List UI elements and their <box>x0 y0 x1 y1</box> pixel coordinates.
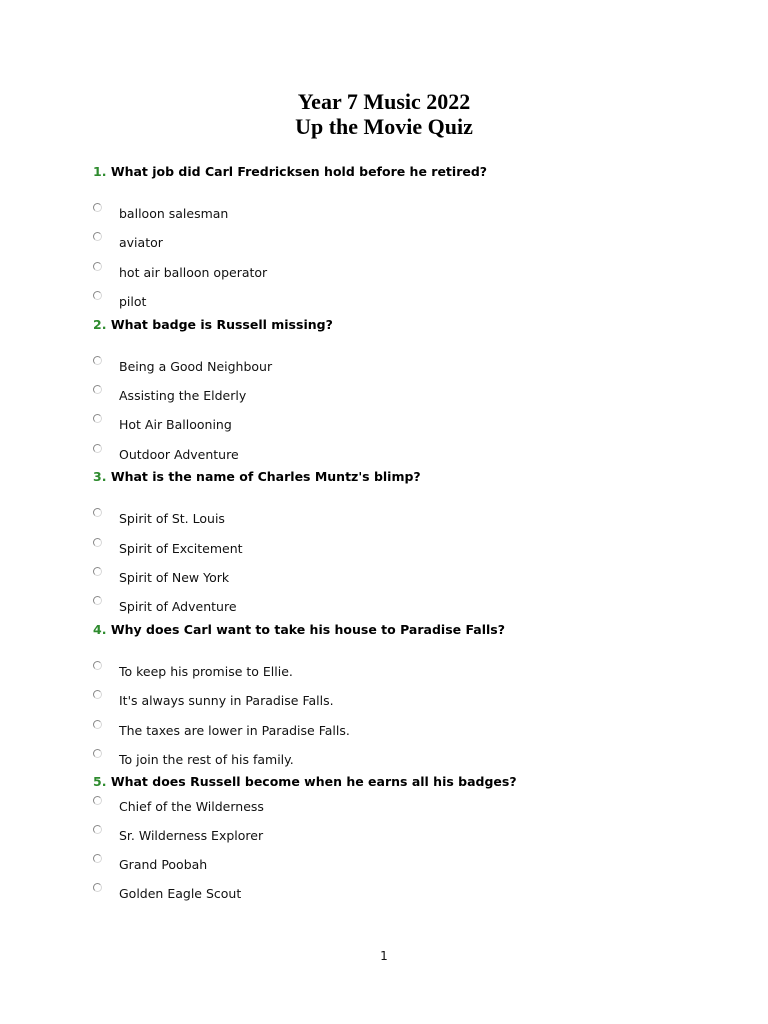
option-label: To join the rest of his family. <box>119 752 294 767</box>
question-number: 1. <box>93 164 107 179</box>
radio-button[interactable] <box>93 444 102 453</box>
option-5d[interactable] <box>93 883 613 905</box>
option-3c[interactable] <box>93 567 613 589</box>
question-2 <box>93 317 333 333</box>
option-label: Chief of the Wilderness <box>119 799 264 814</box>
option-label: aviator <box>119 235 163 250</box>
option-label: Spirit of New York <box>119 570 230 585</box>
radio-button[interactable] <box>93 661 102 670</box>
radio-button[interactable] <box>93 749 102 758</box>
radio-button[interactable] <box>93 720 102 729</box>
option-label: Grand Poobah <box>119 857 208 872</box>
option-2b[interactable] <box>93 385 613 407</box>
question-5 <box>93 774 517 790</box>
option-label: Spirit of Adventure <box>119 599 237 614</box>
question-text: What badge is Russell missing? <box>110 317 333 332</box>
option-label: pilot <box>119 294 147 309</box>
option-4c[interactable] <box>93 720 613 742</box>
document-title: Year 7 Music 2022 <box>297 89 471 114</box>
option-label: Outdoor Adventure <box>119 447 239 462</box>
question-number: 3. <box>93 469 107 484</box>
radio-button[interactable] <box>93 356 102 365</box>
option-label: It's always sunny in Paradise Falls. <box>119 693 334 708</box>
radio-button[interactable] <box>93 262 102 271</box>
question-text: Why does Carl want to take his house to Paradise Falls? <box>110 622 505 637</box>
radio-button[interactable] <box>93 690 102 699</box>
option-2c[interactable] <box>93 414 613 436</box>
question-text: What does Russell become when he earns all his badges? <box>110 774 517 789</box>
radio-button[interactable] <box>93 232 102 241</box>
question-3 <box>93 469 421 485</box>
option-label: Being a Good Neighbour <box>119 359 273 374</box>
option-4b[interactable] <box>93 690 613 712</box>
option-2a[interactable] <box>93 356 613 378</box>
option-3a[interactable] <box>93 508 613 530</box>
radio-button[interactable] <box>93 883 102 892</box>
radio-button[interactable] <box>93 508 102 517</box>
question-number: 5. <box>93 774 107 789</box>
radio-button[interactable] <box>93 567 102 576</box>
option-label: Assisting the Elderly <box>119 388 247 403</box>
radio-button[interactable] <box>93 291 102 300</box>
question-number: 4. <box>93 622 107 637</box>
option-3d[interactable] <box>93 596 613 618</box>
document-subtitle: Up the Movie Quiz <box>295 114 473 139</box>
option-label: The taxes are lower in Paradise Falls. <box>119 723 350 738</box>
option-label: To keep his promise to Ellie. <box>119 664 293 679</box>
option-5b[interactable] <box>93 825 613 847</box>
radio-button[interactable] <box>93 414 102 423</box>
option-label: Spirit of St. Louis <box>119 511 225 526</box>
option-label: balloon salesman <box>119 206 229 221</box>
option-label: Hot Air Ballooning <box>119 417 232 432</box>
radio-button[interactable] <box>93 385 102 394</box>
radio-button[interactable] <box>93 854 102 863</box>
option-label: Golden Eagle Scout <box>119 886 242 901</box>
question-text: What job did Carl Fredricksen hold before he retired? <box>110 164 488 179</box>
page-number: 1 <box>380 949 388 963</box>
question-4 <box>93 622 505 638</box>
question-number: 2. <box>93 317 107 332</box>
option-4d[interactable] <box>93 749 613 771</box>
question-1 <box>93 164 487 180</box>
option-3b[interactable] <box>93 538 613 560</box>
option-1c[interactable] <box>93 262 613 284</box>
option-4a[interactable] <box>93 661 613 683</box>
radio-button[interactable] <box>93 825 102 834</box>
radio-button[interactable] <box>93 538 102 547</box>
option-2d[interactable] <box>93 444 613 466</box>
radio-button[interactable] <box>93 796 102 805</box>
option-label: Sr. Wilderness Explorer <box>119 828 264 843</box>
radio-button[interactable] <box>93 596 102 605</box>
option-label: hot air balloon operator <box>119 265 268 280</box>
option-1b[interactable] <box>93 232 613 254</box>
radio-button[interactable] <box>93 203 102 212</box>
option-1a[interactable] <box>93 203 613 225</box>
option-5a[interactable] <box>93 796 613 818</box>
option-5c[interactable] <box>93 854 613 876</box>
option-label: Spirit of Excitement <box>119 541 243 556</box>
option-1d[interactable] <box>93 291 613 313</box>
question-text: What is the name of Charles Muntz's blimp? <box>110 469 421 484</box>
